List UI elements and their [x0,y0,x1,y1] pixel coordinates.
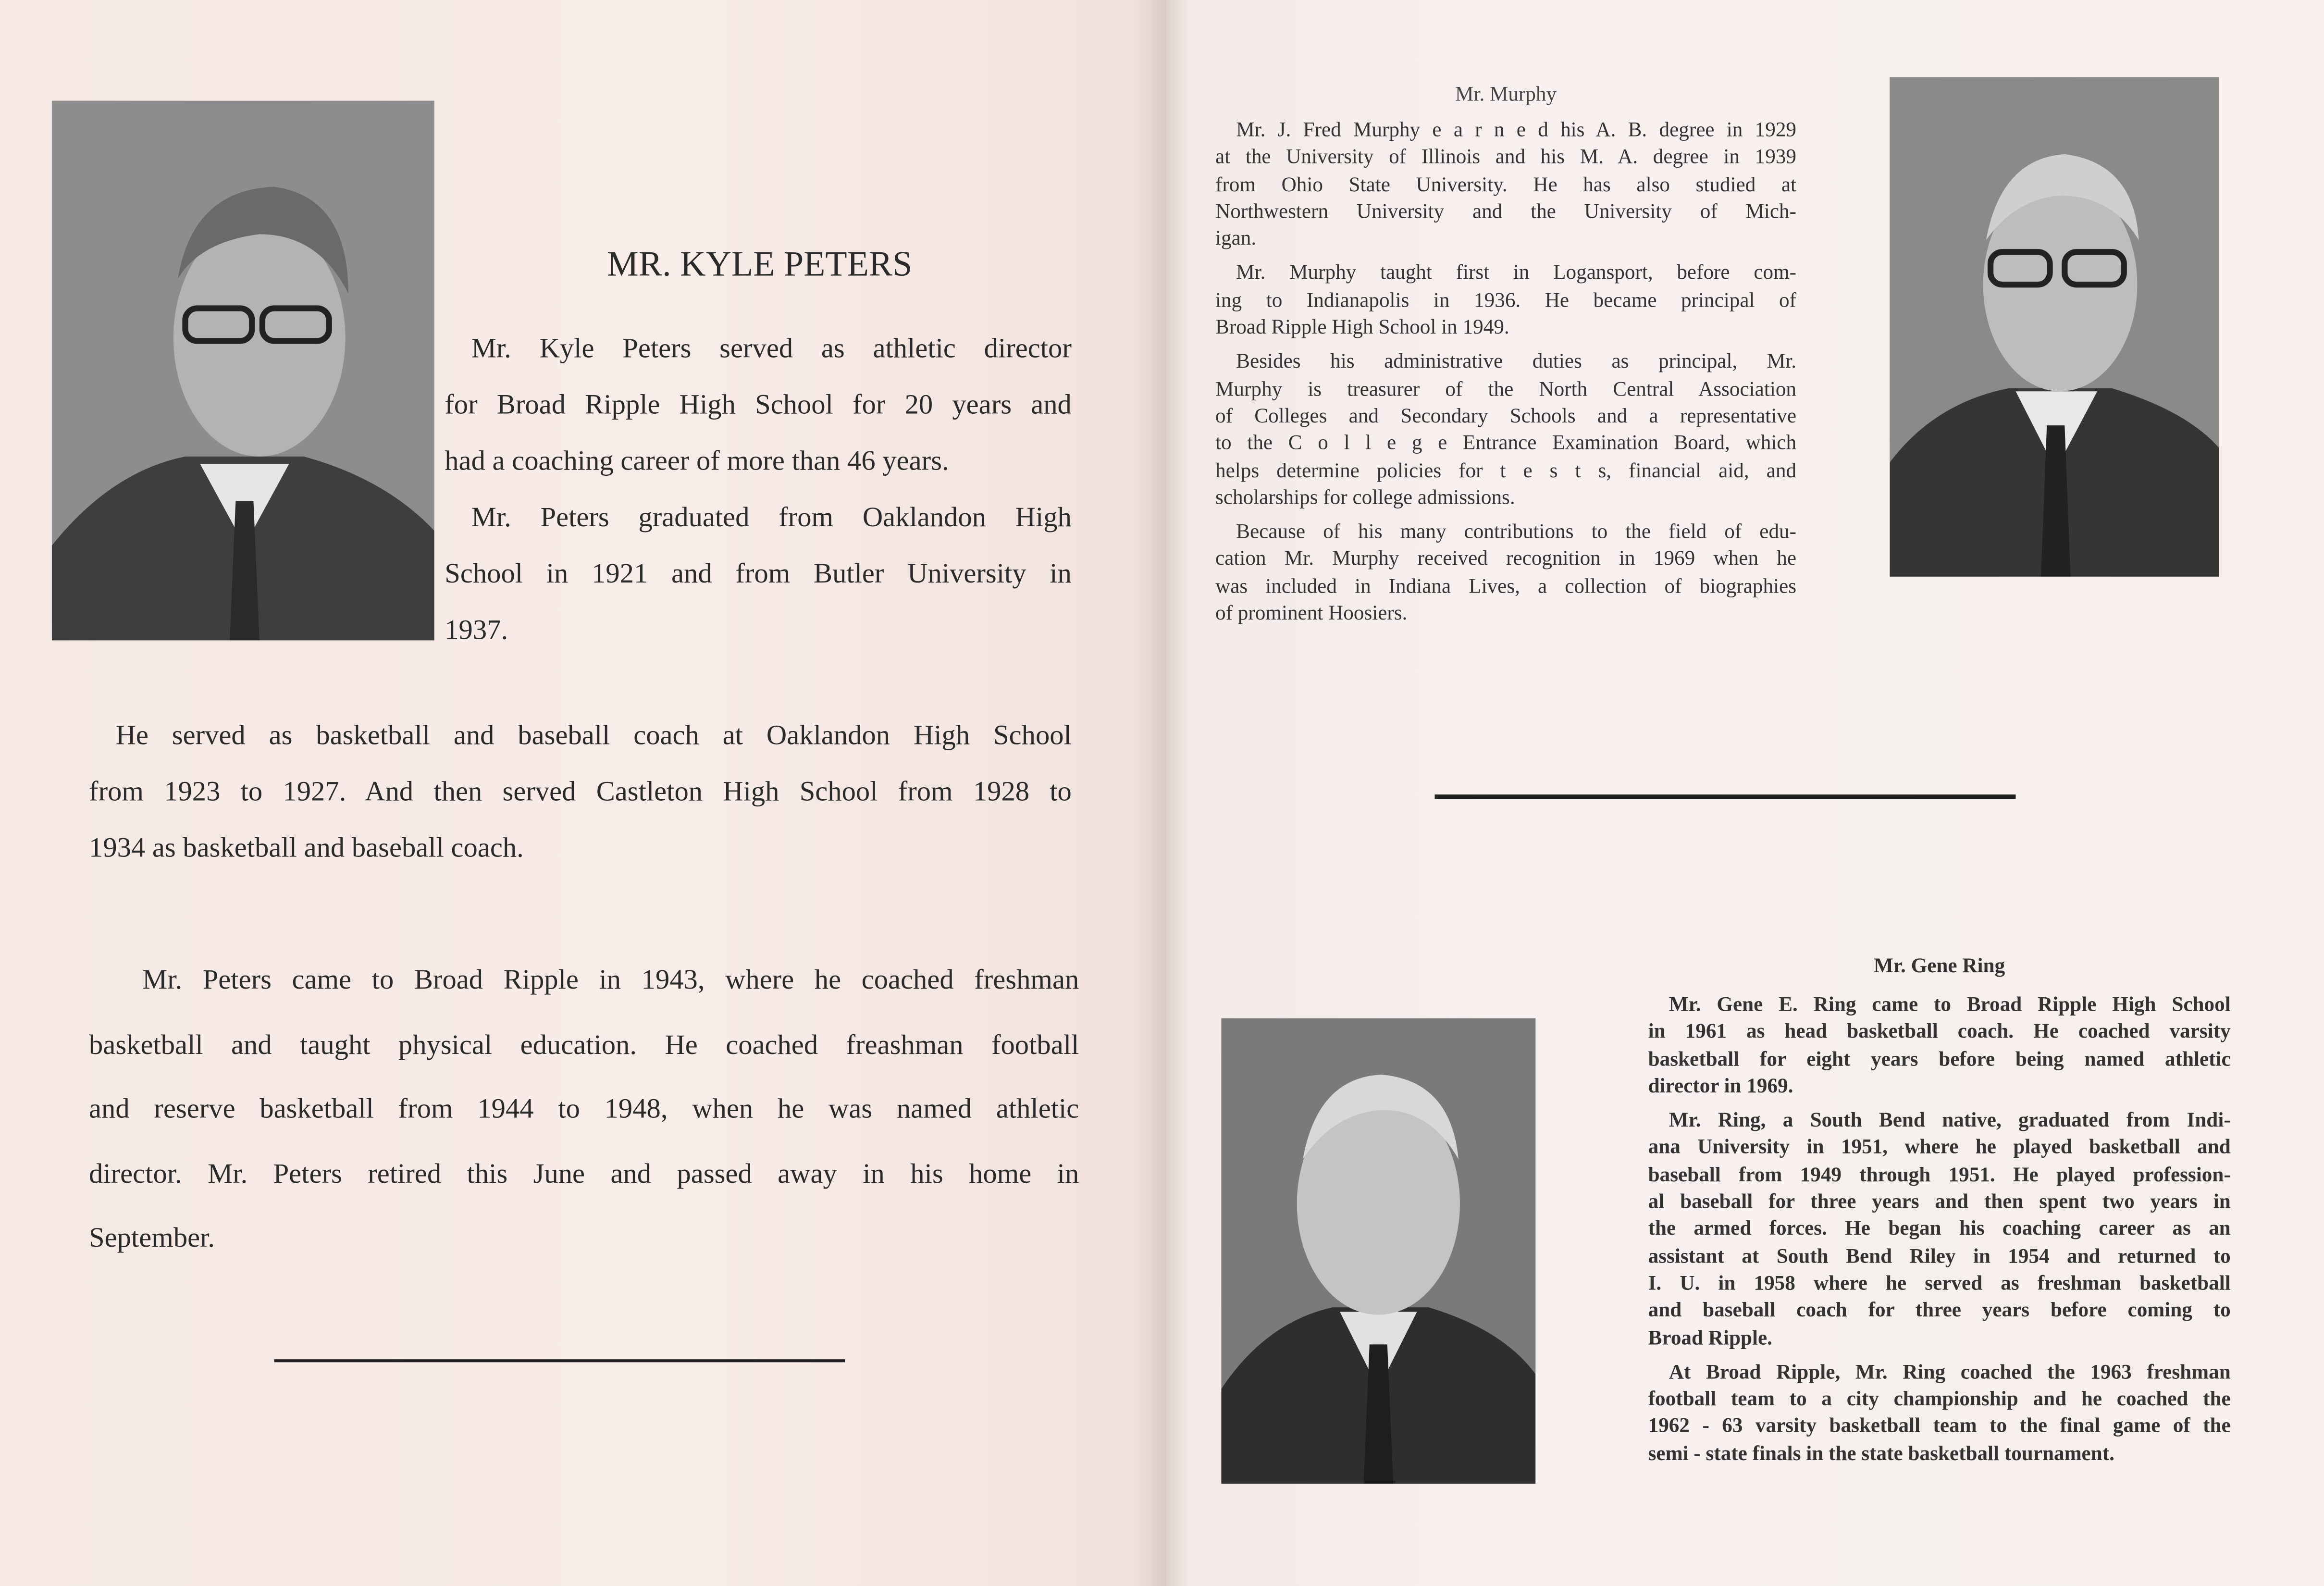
text-line: School in 1921 and from Butler University in [445,558,1072,590]
text-line: ana University in 1951, where he played basketball and [1648,1138,2231,1160]
text-line: of Colleges and Secondary Schools and a representative [1215,406,1797,429]
paragraph [1215,350,1796,513]
text-line: was included in Indiana Lives, a collection of biographies [1215,576,1797,599]
text-line: September. [89,1223,215,1254]
text-line: Mr. Gene E. Ring came to Broad Ripple High School [1669,994,2231,1017]
text-line: 1934 as basketball and baseball coach. [89,833,524,865]
section-title-ring: Mr. Gene Ring [1874,956,2005,979]
text-line: I. U. in 1958 where he served as freshman basketball [1648,1273,2231,1296]
text-line: al baseball for three years and then spent two years in [1648,1191,2231,1214]
text-line: Northwestern University and the University of Mich- [1215,201,1797,224]
text-line: director in 1969. [1648,1076,1793,1099]
paragraph [89,719,1072,888]
text-line: the armed forces. He began his coaching career as an [1648,1219,2231,1241]
text-line: basketball and taught physical education. He coached freashman football [89,1029,1079,1061]
text-line: Broad Ripple High School in 1949. [1215,317,1509,340]
text-line: helps determine policies for t e s t s, financial aid, and [1215,460,1797,483]
paragraph [1215,119,1796,254]
text-line: of prominent Hoosiers. [1215,603,1408,626]
text-line: had a coaching career of more than 46 years. [445,446,949,478]
text-line: and reserve basketball from 1944 to 1948, when he was named athletic [89,1094,1079,1125]
text-line: 1962 - 63 varsity basketball team to the final game of the [1648,1416,2231,1439]
text-line: and baseball coach for three years before coming to [1648,1300,2231,1323]
text-line: ing to Indianapolis in 1936. He became principal of [1215,290,1797,313]
paragraph [89,964,1079,1286]
paragraph [445,332,1072,501]
paragraph [1215,261,1796,343]
page-title: MR. KYLE PETERS [606,246,913,285]
text-line: Murphy is treasurer of the North Central Association [1215,379,1797,401]
text-line: to the C o l l e g e Entrance Examination Board, which [1215,433,1797,456]
text-line: Mr. Peters graduated from Oaklandon High [471,502,1072,534]
paragraph [445,501,1072,670]
text-line: director. Mr. Peters retired this June and passed away in his home in [89,1158,1079,1190]
text-line: assistant at South Bend Riley in 1954 and returned to [1648,1246,2231,1269]
section-title-murphy: Mr. Murphy [1455,84,1557,107]
text-line: in 1961 as head basketball coach. He coached varsity [1648,1021,2231,1044]
text-line: cation Mr. Murphy received recognition in 1969 when he [1215,549,1797,571]
text-line: football team to a city championship and he coached the [1648,1389,2231,1412]
text-line: Mr. Kyle Peters served as athletic director [471,333,1072,365]
text-line: scholarships for college admissions. [1215,487,1515,510]
text-line: He served as basketball and baseball coach at Oaklandon High School [115,720,1072,752]
right-page [1166,0,2324,1586]
divider-rule [1435,794,2016,798]
text-line: Mr. Murphy taught first in Logansport, before com- [1236,263,1797,285]
text-line: Mr. Ring, a South Bend native, graduated from Indi- [1669,1110,2231,1133]
text-line: baseball from 1949 through 1951. He played profession- [1648,1165,2231,1187]
text-line: Besides his administrative duties as principal, Mr. [1236,352,1797,374]
divider-rule [274,1359,845,1362]
text-line: semi - state finals in the state basketball tournament. [1648,1443,2114,1466]
text-line: basketball for eight years before being named athletic [1648,1049,2231,1071]
portrait-photo-gene-ring [1221,1018,1535,1484]
paragraph [1648,1361,2231,1469]
text-line: from 1923 to 1927. And then served Castleton High School from 1928 to [89,777,1072,808]
portrait-photo-murphy [1890,77,2219,576]
text-line: Mr. J. Fred Murphy e a r n e d his A. B. degree in 1929 [1236,120,1797,143]
paragraph [1648,993,2231,1102]
text-line: 1937. [445,615,508,646]
text-line: Because of his many contributions to the field of edu- [1236,522,1797,545]
paragraph [1648,1109,2231,1353]
text-line: Broad Ripple. [1648,1327,1772,1350]
text-line: from Ohio State University. He has also studied at [1215,174,1797,197]
paragraph [1215,520,1796,629]
text-line: Mr. Peters came to Broad Ripple in 1943, where he coached freshman [142,965,1079,996]
text-line: At Broad Ripple, Mr. Ring coached the 1963 freshman [1669,1362,2231,1385]
text-line: at the University of Illinois and his M. A. degree in 1939 [1215,147,1797,170]
text-line: for Broad Ripple High School for 20 years and [445,390,1072,421]
text-line: igan. [1215,228,1257,251]
portrait-photo-kyle-peters [52,101,434,641]
